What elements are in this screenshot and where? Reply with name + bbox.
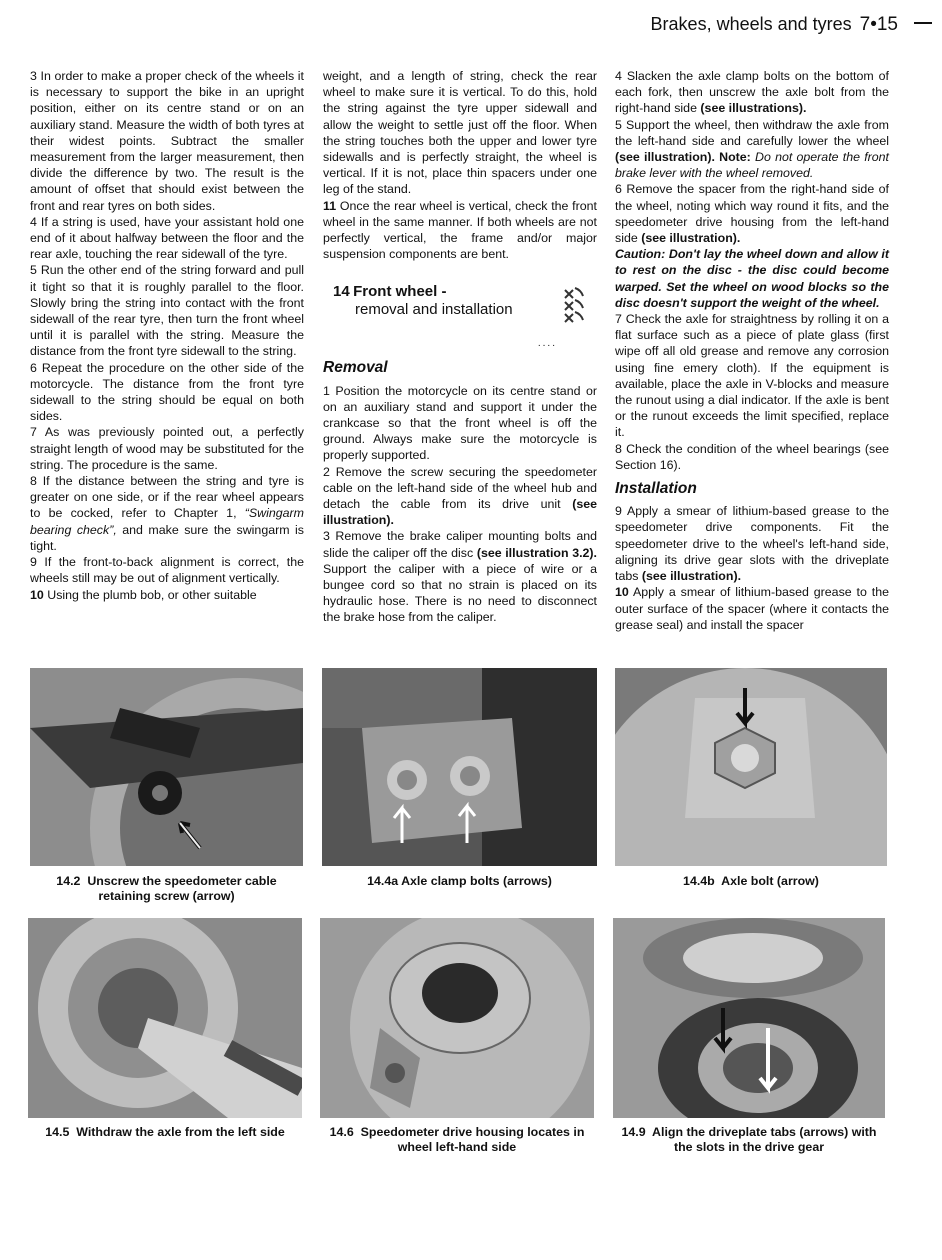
cross-reference: “Swingarm bearing check”, (30, 506, 304, 537)
installation-step-10: 10 Apply a smear of lithium-based grease to the outer surface of the spacer (where it contacts the grease seal) and install the spacer (615, 585, 889, 632)
paragraph-3: 3 In order to make a proper check of the wheels it is necessary to support the bike in an upright position, either on its centre stand or on an auxiliary stand. Measure the width of both tyres at their widest points. Subtract the smaller measurement from the larger measurement, then divide the difference by two. The result is the amount of offset that should exist between the front and rear tyres on both sides. (30, 69, 304, 213)
paragraph-10-continued: weight, and a length of string, check the rear wheel to make sure it is vertical. To do this, hold the string against the tyre upper sidewall and allow the weight to settle just off the floor. When the string touches both the upper and lower tyre sidewalls and is perfectly straight, the wheel is vertical. If it is not, place thin spacers under one leg of the stand. (323, 69, 597, 197)
figure-14-2-photo (30, 668, 303, 866)
text-column-2 (323, 68, 597, 626)
figure-14-6-caption: 14.6 Speedometer drive housing locates in wheel left-hand side (329, 1125, 585, 1154)
figure-14-4b-caption: 14.4b Axle bolt (arrow) (683, 874, 819, 888)
removal-step-4: 4 Slacken the axle clamp bolts on the bottom of each fork, then unscrew the axle bolt from the right-hand side (see illustrations). (615, 69, 889, 116)
removal-step-5: 5 Support the wheel, then withdraw the axle from the left-hand side and carefully lower the wheel (see illustration). Note: Do not operate the front brake lever with the wheel removed. (615, 117, 890, 181)
figure-14-2-caption: 14.2 Unscrew the speedometer cable retaining screw (arrow) (56, 874, 277, 903)
axle-bolt-photo (615, 668, 887, 866)
text-column-3 (615, 68, 889, 633)
difficulty-dots: .... (537, 338, 557, 350)
paragraph-10: 10 Using the plumb bob, or other suitable (30, 587, 257, 602)
removal-step-7: 7 Check the axle for straightness by rolling it on a flat surface such as a piece of plate glass (first wipe off all old grease and remove any corrosion using fine emery cloth). If the equipment is available, place the axle in V-blocks and measure the runout using a dial indicator. If the axle is bent or the runout exceeds the limit specified, replace it. (615, 312, 889, 440)
paragraph-9: 9 If the front-to-back alignment is correct, the wheels still may be out of alignment vertically. (30, 555, 304, 586)
speedometer-housing-photo (320, 918, 594, 1118)
chapter-title: Brakes, wheels and tyres (650, 14, 852, 34)
figure-14-4a-photo (322, 668, 597, 866)
paragraph-7: 7 As was previously pointed out, a perfectly straight length of wood may be substituted for the string. The procedure is the same. (30, 425, 304, 472)
header-rule (914, 22, 932, 24)
removal-step-8: 8 Check the condition of the wheel bearings (see Section 16). (615, 441, 889, 472)
figure-14-4b-photo (615, 668, 887, 866)
installation-step-9: 9 Apply a smear of lithium-based grease to the speedometer drive components. Fit the speedometer drive to the wheel's left-hand side, aligning its drive gear slots with the driveplate tabs (see illustration). (615, 504, 889, 584)
text-column-1 (30, 68, 304, 603)
removal-step-3: 3 Remove the brake caliper mounting bolts and slide the caliper off the disc (see illustration 3.2). Support the caliper with a piece of wire or a bungee cord so that no strain is placed on its hydraulic hose. There is no need to disconnect the brake hose from the caliper. (323, 529, 597, 625)
figure-14-9-caption: 14.9 Align the driveplate tabs (arrows) with the slots in the drive gear (621, 1125, 877, 1154)
section-number: 14 (333, 283, 350, 301)
paragraph-5: 5 Run the other end of the string forward and pull it tight so that it is roughly parallel to the floor. Slowly bring the string into contact with the front sidewall of the rear tyre, then turn the front wheel until it is parallel with the string. Measure the distance from the front tyre sidewall to the string. (30, 263, 304, 359)
section-heading (333, 284, 597, 348)
removal-step-6: 6 Remove the spacer from the right-hand side of the wheel, noting which way round it fits, and the speedometer drive housing from the left-hand side (see illustration). (615, 182, 889, 246)
speedometer-cable-photo (30, 668, 303, 866)
figure-14-5-caption: 14.5 Withdraw the axle from the left side (45, 1125, 285, 1139)
axle-clamp-bolts-photo (322, 668, 597, 866)
figure-14-6-photo (320, 918, 594, 1118)
page-header (651, 14, 932, 40)
removal-heading: Removal (323, 359, 388, 377)
paragraph-8: 8 If the distance between the string and tyre is greater on one side, or if the rear wheel appears to be cocked, refer to Chapter 1, “Swingarm bearing check”, and make sure the swingarm is tight. (30, 474, 304, 553)
figure-14-5-photo (28, 918, 302, 1118)
section-title: Front wheel - (353, 283, 447, 301)
figure-14-4a-caption: 14.4a Axle clamp bolts (arrows) (367, 874, 552, 888)
removal-step-2: 2 Remove the screw securing the speedometer cable on the left-hand side of the wheel hub and detach the cable from its drive unit (see illustration). (323, 464, 597, 528)
figure-14-9-photo (613, 918, 885, 1118)
page-number: 7•15 (859, 14, 898, 35)
withdraw-axle-photo (28, 918, 302, 1118)
caution-note: Caution: Don't lay the wheel down and allow it to rest on the disc - the disc could become warped. Set the wheel on wood blocks so the disc doesn't support the weight of the wheel. (615, 247, 889, 310)
removal-step-1: 1 Position the motorcycle on its centre stand or on an auxiliary stand and support it under the crankcase so that the front wheel is off the ground. Always make sure the motorcycle is properly supported. (323, 383, 597, 463)
paragraph-11: 11 Once the rear wheel is vertical, check the front wheel in the same manner. If both wheels are not perfectly vertical, the frame and/or major suspension components are bent. (323, 198, 597, 262)
paragraph-6: 6 Repeat the procedure on the other side of the motorcycle. The distance from the front tyre sidewall to the string should be equal on both sides. (30, 360, 304, 424)
spanner-difficulty-icon (561, 284, 587, 330)
driveplate-tabs-photo (613, 918, 885, 1118)
section-subtitle: removal and installation (355, 300, 513, 318)
paragraph-4: 4 If a string is used, have your assistant hold one end of it about halfway between the floor and the rear axle, touching the rear sidewall of the tyre. (30, 214, 304, 262)
installation-heading: Installation (615, 480, 697, 498)
